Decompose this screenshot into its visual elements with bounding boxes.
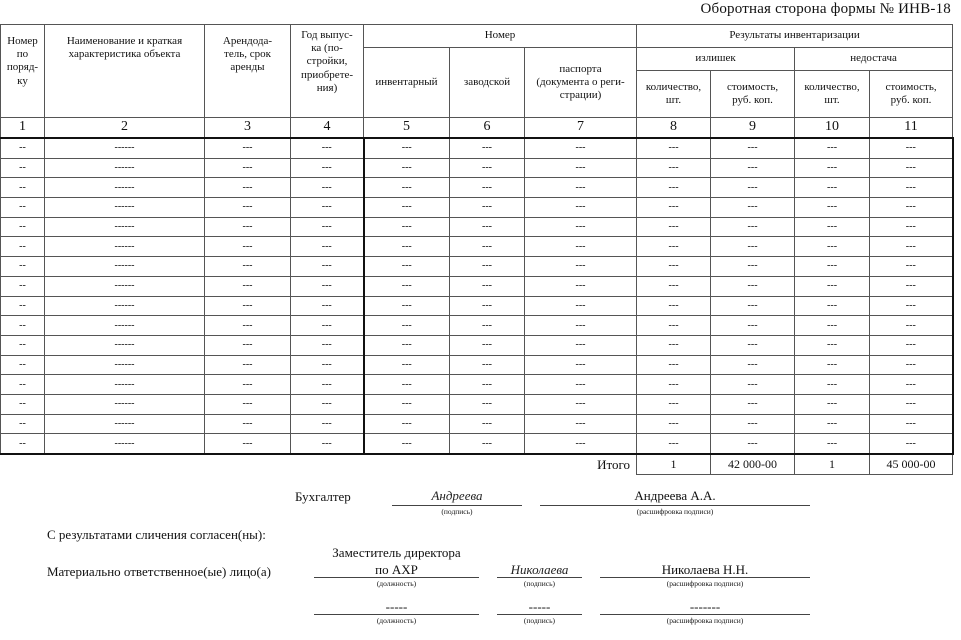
totals-spacer	[1, 454, 525, 475]
table-cell: ---	[637, 316, 711, 336]
table-cell: --	[1, 237, 45, 257]
table-row	[1, 217, 953, 237]
column-number: 5	[364, 118, 450, 139]
table-row	[1, 335, 953, 355]
table-cell: ---	[637, 394, 711, 414]
table-cell: ------	[45, 217, 205, 237]
table-cell: ---	[450, 237, 525, 257]
table-cell: ---	[870, 158, 953, 178]
table-cell: ---	[364, 335, 450, 355]
table-cell: ---	[711, 257, 795, 277]
table-cell: ---	[870, 316, 953, 336]
table-cell: ---	[711, 335, 795, 355]
form-title: Оборотная сторона формы № ИНВ-18	[700, 1, 951, 17]
table-cell: ---	[637, 375, 711, 395]
table-cell: ------	[45, 355, 205, 375]
table-cell: ---	[205, 296, 291, 316]
table-cell: ------	[45, 198, 205, 218]
table-cell: ---	[795, 276, 870, 296]
table-cell: ---	[364, 217, 450, 237]
header-number-group: Номер	[364, 25, 637, 48]
second-signature: -----	[528, 599, 551, 614]
responsible-signature-line	[497, 577, 582, 578]
table-cell: ---	[795, 217, 870, 237]
table-cell: ---	[870, 198, 953, 218]
table-cell: ---	[870, 394, 953, 414]
table-cell: ---	[525, 178, 637, 198]
table-cell: --	[1, 198, 45, 218]
header-name: Наименование и краткая характеристика объекта	[45, 25, 205, 118]
column-number: 7	[525, 118, 637, 139]
table-cell: ---	[870, 375, 953, 395]
table-cell: --	[1, 217, 45, 237]
table-cell: ---	[525, 434, 637, 454]
table-cell: ---	[205, 335, 291, 355]
table-cell: ---	[711, 355, 795, 375]
column-number: 4	[291, 118, 364, 139]
column-number: 10	[795, 118, 870, 139]
header-lessor: Арендода- тель, срок аренды	[205, 25, 291, 118]
table-cell: ------	[45, 316, 205, 336]
table-cell: ------	[45, 296, 205, 316]
table-cell: --	[1, 414, 45, 434]
table-cell: ---	[364, 434, 450, 454]
column-number: 11	[870, 118, 953, 139]
table-cell: ---	[870, 276, 953, 296]
total-label: Итого	[597, 456, 631, 472]
column-number: 9	[711, 118, 795, 139]
table-cell: ---	[205, 257, 291, 277]
table-cell: ---	[870, 138, 953, 158]
table-cell: ------	[45, 276, 205, 296]
table-row	[1, 138, 953, 158]
table-cell: ---	[291, 138, 364, 158]
table-cell: ---	[205, 178, 291, 198]
table-cell: ---	[711, 237, 795, 257]
table-cell: ---	[637, 198, 711, 218]
header-passport: паспорта (документа о реги- страции)	[525, 48, 637, 118]
table-cell: ---	[450, 355, 525, 375]
table-cell: ---	[291, 355, 364, 375]
table-cell: ---	[525, 335, 637, 355]
header-shortage: недостача	[795, 48, 953, 71]
table-row	[1, 237, 953, 257]
table-cell: ------	[45, 335, 205, 355]
table-cell: ---	[795, 316, 870, 336]
second-position: -----	[385, 599, 408, 614]
table-cell: ---	[795, 198, 870, 218]
table-cell: ---	[637, 355, 711, 375]
table-cell: ---	[711, 178, 795, 198]
table-cell: ---	[870, 178, 953, 198]
table-cell: ---	[525, 257, 637, 277]
table-cell: --	[1, 158, 45, 178]
table-cell: ---	[364, 355, 450, 375]
table-row	[1, 434, 953, 454]
total-surplus-qty: 1	[637, 454, 711, 475]
table-row	[1, 158, 953, 178]
column-number: 1	[1, 118, 45, 139]
table-cell: ---	[291, 198, 364, 218]
accountant-name: Андреева А.А.	[634, 488, 716, 503]
table-cell: ---	[525, 237, 637, 257]
column-numbers-row	[1, 118, 953, 139]
table-cell: ---	[870, 335, 953, 355]
table-cell: ---	[711, 375, 795, 395]
table-cell: ---	[291, 375, 364, 395]
table-cell: ---	[637, 237, 711, 257]
table-cell: ---	[364, 178, 450, 198]
table-cell: ---	[205, 276, 291, 296]
table-cell: ---	[364, 296, 450, 316]
table-cell: ---	[364, 414, 450, 434]
table-cell: ---	[450, 198, 525, 218]
table-cell: ---	[525, 414, 637, 434]
header-surplus-qty: количество, шт.	[637, 71, 711, 118]
table-cell: ---	[364, 138, 450, 158]
table-cell: --	[1, 434, 45, 454]
table-row	[1, 355, 953, 375]
table-cell: ---	[291, 335, 364, 355]
table-cell: ---	[364, 394, 450, 414]
table-cell: ---	[205, 237, 291, 257]
table-row	[1, 414, 953, 434]
table-cell: ---	[795, 355, 870, 375]
table-cell: ---	[450, 138, 525, 158]
table-cell: ---	[205, 434, 291, 454]
table-cell: ---	[291, 158, 364, 178]
table-cell: ---	[450, 158, 525, 178]
table-cell: --	[1, 276, 45, 296]
table-cell: ---	[525, 217, 637, 237]
table-row	[1, 198, 953, 218]
table-cell: ---	[364, 198, 450, 218]
table-cell: ---	[795, 335, 870, 355]
table-row	[1, 257, 953, 277]
table-cell: --	[1, 257, 45, 277]
table-cell: ---	[711, 296, 795, 316]
table-cell: ---	[205, 355, 291, 375]
table-cell: --	[1, 335, 45, 355]
accountant-signature: Андреева	[431, 488, 483, 503]
table-cell: ---	[711, 434, 795, 454]
header-surplus-cost: стоимость, руб. коп.	[711, 71, 795, 118]
table-cell: ---	[711, 158, 795, 178]
responsible-label: Материально ответственное(ые) лицо(а)	[47, 564, 271, 579]
table-cell: ---	[205, 158, 291, 178]
table-cell: ---	[870, 217, 953, 237]
table-cell: ---	[795, 257, 870, 277]
table-cell: --	[1, 138, 45, 158]
table-cell: ------	[45, 158, 205, 178]
table-cell: ---	[795, 178, 870, 198]
table-cell: ---	[795, 394, 870, 414]
table-cell: ---	[637, 296, 711, 316]
table-cell: ---	[525, 355, 637, 375]
table-cell: ---	[637, 158, 711, 178]
second-name: -------	[689, 599, 721, 614]
table-row	[1, 178, 953, 198]
table-cell: ---	[795, 296, 870, 316]
table-cell: ---	[711, 138, 795, 158]
table-cell: ---	[637, 434, 711, 454]
table-cell: ---	[637, 257, 711, 277]
table-cell: ---	[795, 414, 870, 434]
table-cell: ---	[795, 434, 870, 454]
table-cell: ---	[205, 414, 291, 434]
table-cell: ---	[870, 257, 953, 277]
table-cell: ---	[205, 394, 291, 414]
table-cell: ---	[291, 276, 364, 296]
accountant-name-caption: (расшифровка подписи)	[636, 507, 714, 516]
table-row	[1, 394, 953, 414]
accountant-signature-caption: (подпись)	[441, 507, 473, 516]
table-cell: ---	[291, 414, 364, 434]
table-cell: --	[1, 316, 45, 336]
table-cell: ---	[870, 296, 953, 316]
table-cell: ------	[45, 178, 205, 198]
table-cell: --	[1, 375, 45, 395]
table-cell: ---	[450, 257, 525, 277]
table-cell: ---	[364, 276, 450, 296]
table-row	[1, 375, 953, 395]
table-cell: ---	[637, 414, 711, 434]
table-cell: ---	[525, 375, 637, 395]
table-cell: ---	[525, 394, 637, 414]
inventory-table	[0, 24, 954, 475]
table-cell: ---	[637, 217, 711, 237]
table-cell: ---	[291, 178, 364, 198]
second-name-line	[600, 614, 810, 615]
table-cell: ---	[291, 217, 364, 237]
table-cell: ---	[870, 237, 953, 257]
second-name-caption: (расшифровка подписи)	[666, 616, 744, 625]
table-cell: ---	[637, 178, 711, 198]
table-row	[1, 316, 953, 336]
table-body	[1, 138, 953, 454]
responsible-position-line1: Заместитель директора	[332, 545, 461, 560]
table-cell: ------	[45, 257, 205, 277]
table-cell: ---	[364, 237, 450, 257]
table-cell: ---	[870, 414, 953, 434]
responsible-position-caption: (должность)	[376, 579, 417, 588]
column-number: 6	[450, 118, 525, 139]
table-cell: ---	[450, 434, 525, 454]
table-cell: ---	[364, 316, 450, 336]
table-cell: ---	[291, 296, 364, 316]
responsible-signature-caption: (подпись)	[523, 579, 556, 588]
table-cell: ---	[450, 316, 525, 336]
table-cell: ---	[205, 217, 291, 237]
table-cell: --	[1, 355, 45, 375]
table-cell: ---	[205, 316, 291, 336]
table-cell: ---	[291, 237, 364, 257]
table-cell: ---	[870, 355, 953, 375]
table-cell: ---	[364, 158, 450, 178]
table-cell: ------	[45, 375, 205, 395]
header-results-group: Результаты инвентаризации	[637, 25, 953, 48]
table-cell: ---	[525, 276, 637, 296]
accountant-name-line	[540, 505, 810, 506]
header-shortage-cost: стоимость, руб. коп.	[870, 71, 953, 118]
column-number: 8	[637, 118, 711, 139]
accountant-signature-line	[392, 505, 522, 506]
header-shortage-qty: количество, шт.	[795, 71, 870, 118]
responsible-name: Николаева Н.Н.	[661, 562, 749, 577]
table-row	[1, 276, 953, 296]
table-cell: ---	[795, 158, 870, 178]
total-shortage-cost: 45 000-00	[870, 454, 953, 475]
table-cell: ---	[711, 414, 795, 434]
header-surplus: излишек	[637, 48, 795, 71]
table-cell: ---	[525, 198, 637, 218]
second-signature-line	[497, 614, 582, 615]
table-cell: ---	[525, 316, 637, 336]
table-cell: ---	[711, 198, 795, 218]
second-position-line	[314, 614, 479, 615]
responsible-position-line2: по АХР	[375, 562, 418, 577]
table-cell: ------	[45, 414, 205, 434]
table-cell: ------	[45, 138, 205, 158]
table-cell: ---	[450, 276, 525, 296]
table-cell: ---	[525, 138, 637, 158]
totals-row	[1, 454, 953, 475]
responsible-signature: Николаева	[510, 562, 569, 577]
column-number: 2	[45, 118, 205, 139]
table-cell: ---	[450, 375, 525, 395]
header-year: Год выпус- ка (по- стройки, приобрете- ния)	[291, 25, 364, 118]
table-cell: ---	[450, 414, 525, 434]
table-cell: ---	[711, 217, 795, 237]
table-cell: ---	[291, 394, 364, 414]
table-cell: ------	[45, 237, 205, 257]
header-factory: заводской	[450, 48, 525, 118]
table-cell: --	[1, 394, 45, 414]
table-cell: ---	[637, 138, 711, 158]
table-cell: ------	[45, 434, 205, 454]
table-cell: ---	[291, 316, 364, 336]
agreement-text: С результатами сличения согласен(ны):	[47, 527, 266, 542]
column-number: 3	[205, 118, 291, 139]
table-cell: ---	[450, 335, 525, 355]
table-cell: --	[1, 296, 45, 316]
table-cell: ---	[637, 335, 711, 355]
table-cell: ---	[450, 217, 525, 237]
table-cell: ---	[450, 394, 525, 414]
table-cell: ---	[450, 296, 525, 316]
header-number: Номер по поряд- ку	[1, 25, 45, 118]
header-inventory: инвентарный	[364, 48, 450, 118]
accountant-label: Бухгалтер	[295, 489, 351, 504]
table-cell: ---	[525, 296, 637, 316]
table-cell: ---	[291, 434, 364, 454]
table-cell: ---	[364, 257, 450, 277]
table-cell: ---	[205, 198, 291, 218]
responsible-name-line	[600, 577, 810, 578]
table-cell: ---	[870, 434, 953, 454]
table-row	[1, 296, 953, 316]
table-cell: ---	[795, 138, 870, 158]
table-cell: ---	[450, 178, 525, 198]
second-position-caption: (должность)	[376, 616, 417, 625]
table-cell: ---	[711, 316, 795, 336]
table-cell: ---	[291, 257, 364, 277]
table-cell: ------	[45, 394, 205, 414]
second-signature-caption: (подпись)	[523, 616, 556, 625]
total-shortage-qty: 1	[795, 454, 870, 475]
responsible-position-underline	[314, 577, 479, 578]
table-cell: ---	[795, 237, 870, 257]
table-cell: ---	[711, 394, 795, 414]
table-cell: --	[1, 178, 45, 198]
responsible-name-caption: (расшифровка подписи)	[666, 579, 744, 588]
table-cell: ---	[711, 276, 795, 296]
table-cell: ---	[525, 158, 637, 178]
table-cell: ---	[205, 375, 291, 395]
table-cell: ---	[637, 276, 711, 296]
table-cell: ---	[364, 375, 450, 395]
table-cell: ---	[205, 138, 291, 158]
table-cell: ---	[795, 375, 870, 395]
total-surplus-cost: 42 000-00	[711, 454, 795, 475]
